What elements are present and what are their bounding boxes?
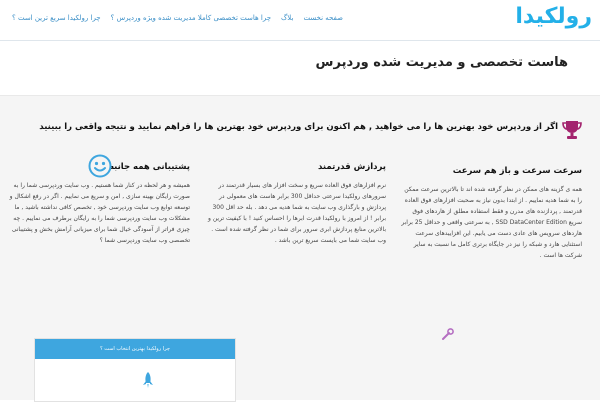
nav-item-blog[interactable]: بلاگ [281, 14, 294, 22]
trophy-icon [562, 119, 582, 141]
main-nav [12, 14, 343, 22]
smiley-icon [88, 154, 112, 178]
feature-text: همه ی گزینه های ممکن در نظر گرفته شده اند تا بالاترین سرعت ممکن را به شما هدیه نماییم . از ابتدا بدون نیاز به صحبت افزارهای فوق العاده قدرتمند , پردازنده های مدرن و فقط استفاده مطلق از هاردهای فوق سریع SSD DataCenter Edition , به سرعتی واقعی و حداقل 25 برابر هاردهای سرویس های عادی دست می یابیم. این افزاییدهای سرعت استثنایی هارد و شبکه را نیز در جایگاه برتری کامل ما نسبت به سایر شرکت ها است . [401, 186, 582, 259]
site-logo[interactable]: رولکیدا [515, 4, 592, 29]
page-title: هاست تخصصی و مدیریت شده وردپرس [315, 55, 568, 70]
feature-speed [400, 140, 582, 261]
nav-item-why-managed-hosting[interactable]: چرا هاست تخصصی کاملا مدیریت شده ویژه وردپرس ؟ [110, 14, 272, 22]
intro-headline: اگر از وردپرس خود بهترین ها را می خواهید , هم اکنون برای وردپرس خود بهترین ها را فراهم نمایید و نتیجه واقعی را ببینید [39, 122, 558, 132]
rocket-icon [141, 371, 155, 389]
nav-item-why-fastest[interactable]: چرا رولکیدا سریع ترین است ؟ [12, 14, 101, 22]
top-header [0, 0, 600, 41]
feature-title: پشتیبانی همه جانبه [108, 162, 190, 172]
feature-processing [204, 140, 386, 246]
feature-text: نرم افزارهای فوق العاده سریع و سخت افزار های بسیار قدرتمند در سرورهای رولکیدا سرعتی حداقل 300 برابر هاست های معمولی در پردازش و بارگذاری وب سایت به شما هدیه می دهد . بله حد اقل 300 برابر ! از امروز با رولکیدا قدرت ابرها را احساس کنید ! با کیفیت ترین و بالاترین منابع پردازش ابری سرور برای شما در نظر گرفته شده است . وب سایت شما می بایست سریع ترین باشد . [208, 182, 386, 244]
promo-panel [34, 338, 236, 402]
feature-title: پردازش قدرتمند [318, 162, 386, 172]
feature-title: سرعت سرعت و باز هم سرعت [452, 166, 582, 176]
feature-text: همیشه و هر لحظه در کنار شما هستیم . وب سایت وردپرسی شما را به صورت رایگان بهینه سازی , امن و سریع می نماییم . اگر در رفع اشکال و توسعه توابع وب سایت وردپرسی خود , تخصص کافی نداشته باشید , ما مشکلات وب سایت وردپرسی شما را به رایگان برطرف می نماییم . چه چیزی فراتر از آسودگی خیال شما برای میزبانی آرامش بخش و پشتیبانی تخصصی وب سایت وردپرسی شما ؟ [9, 182, 190, 244]
wrench-icon [441, 327, 455, 341]
promo-panel-header[interactable]: چرا رولکیدا بهترین انتخاب است ؟ [35, 339, 235, 359]
title-bar [0, 41, 600, 96]
nav-item-home[interactable]: صفحه نخست [303, 14, 344, 22]
